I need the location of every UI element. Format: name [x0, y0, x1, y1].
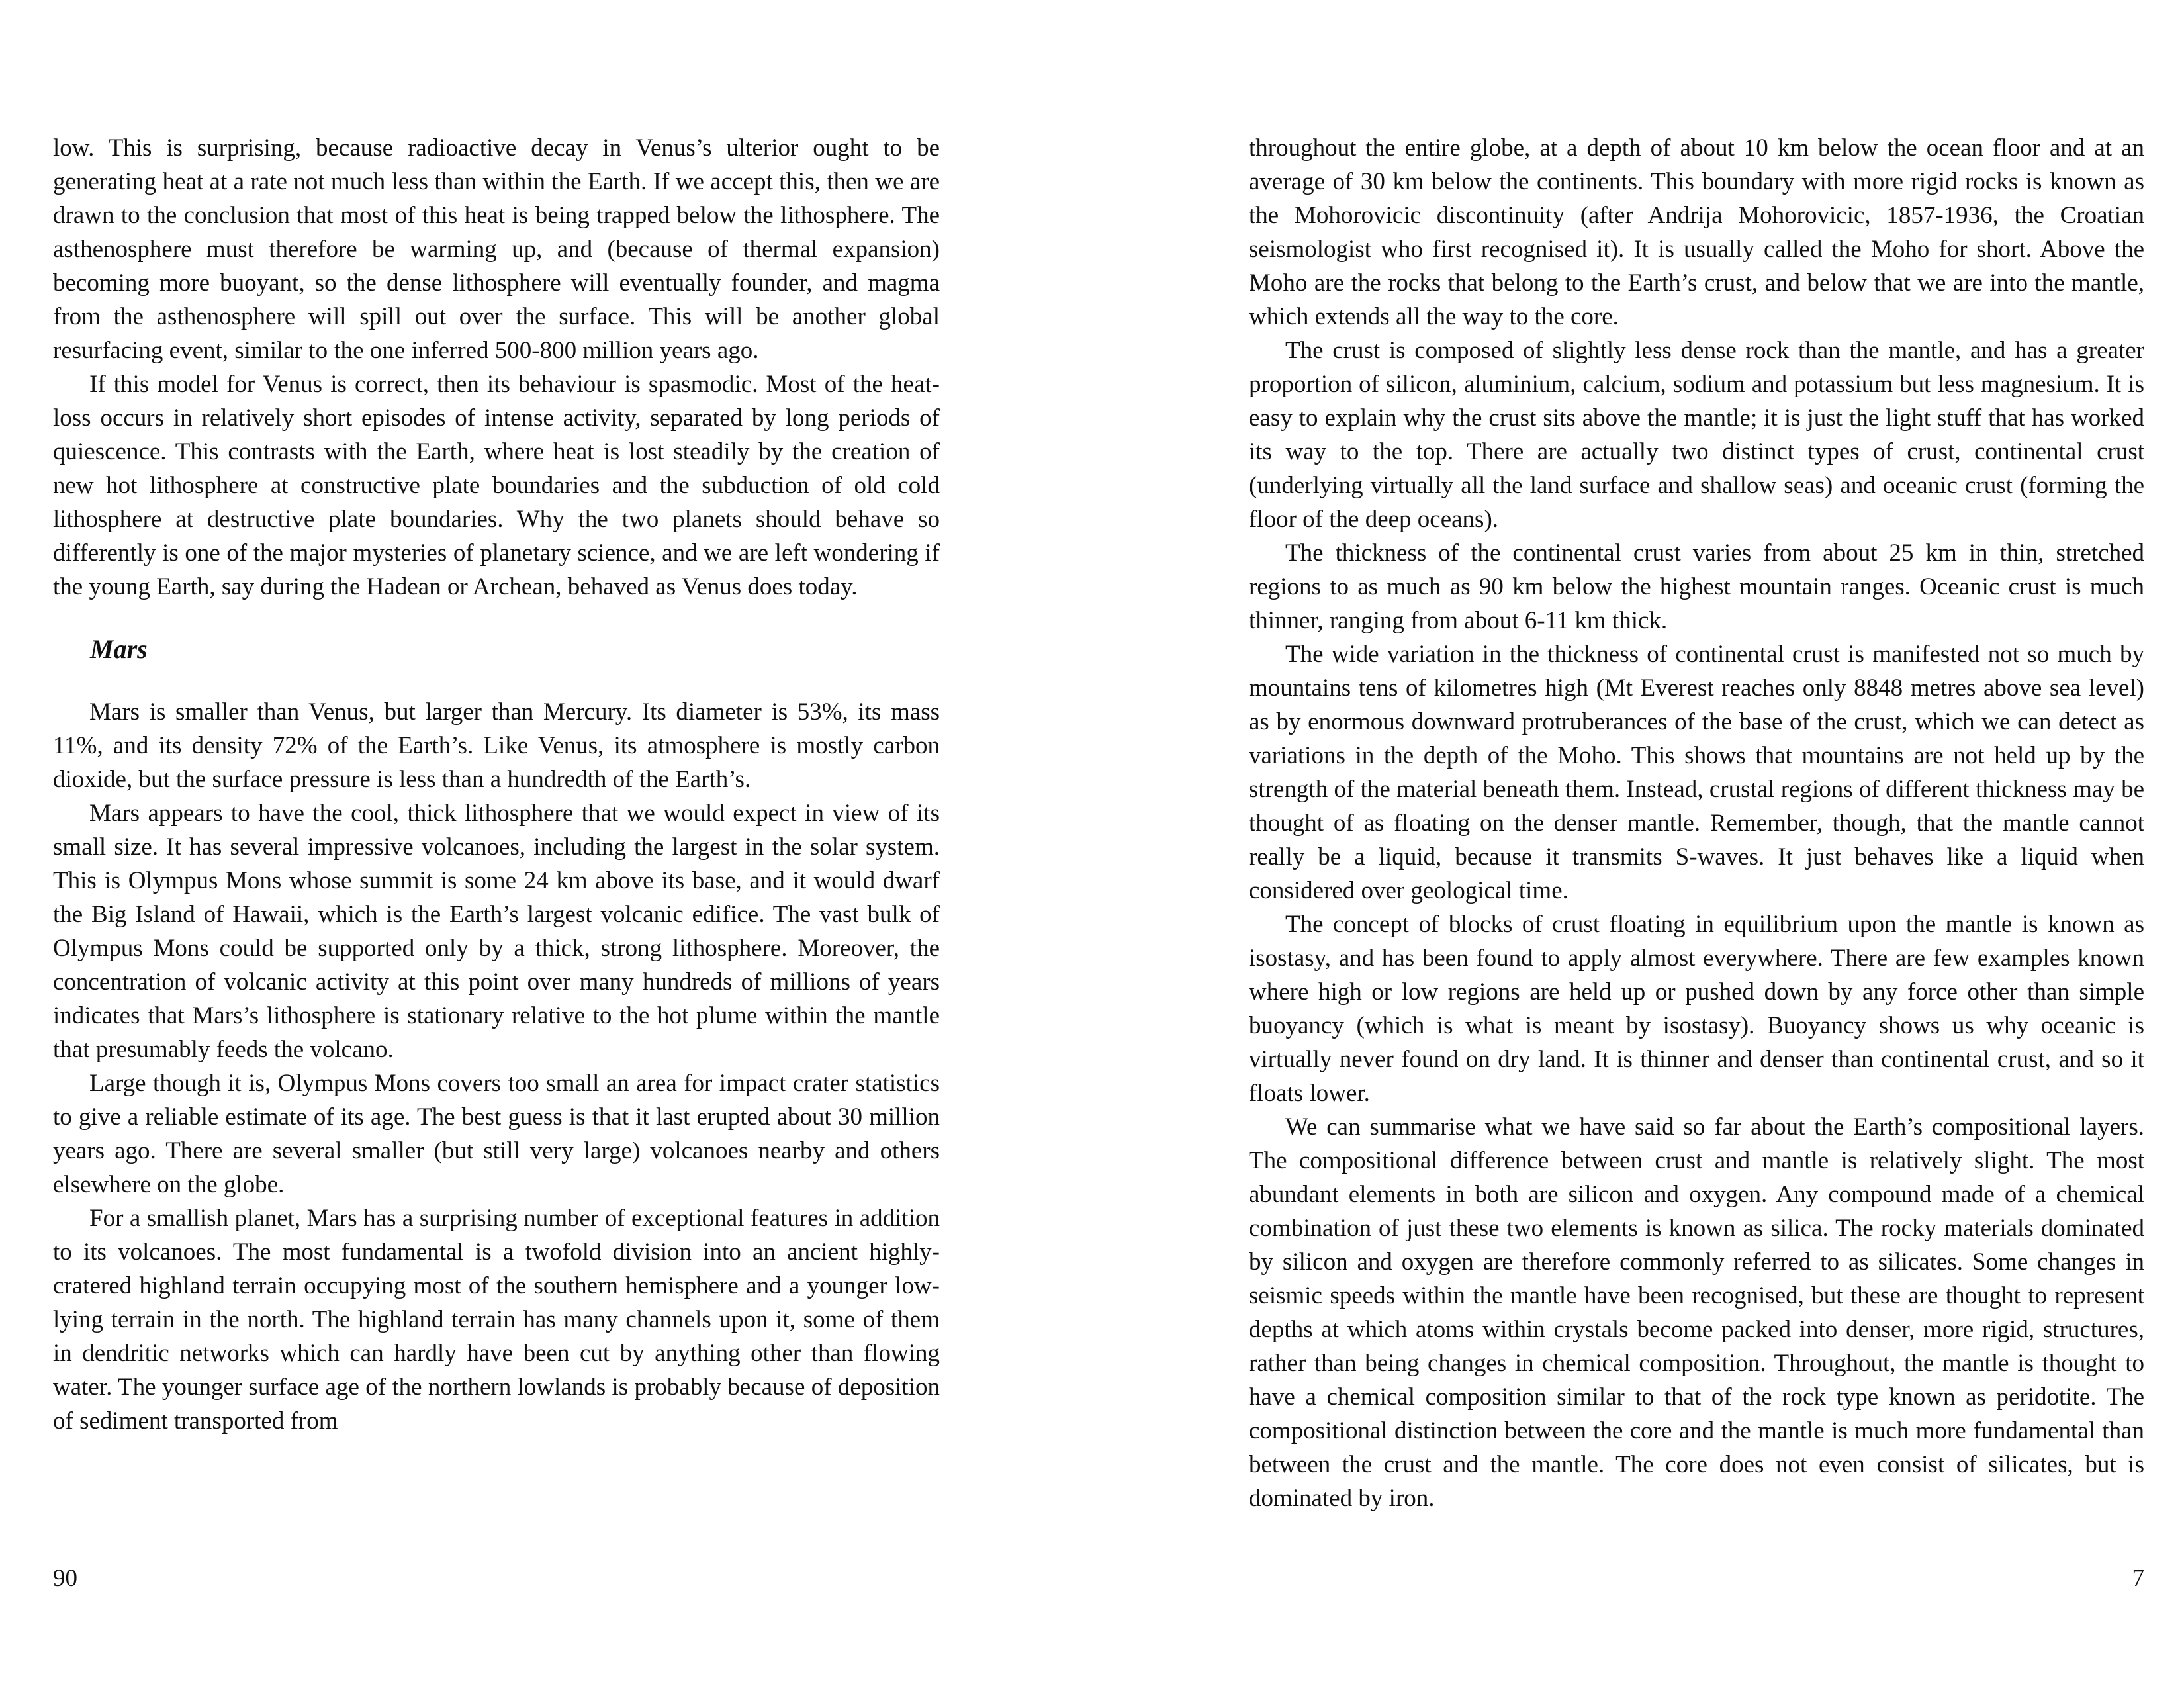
page-number-right: 7 — [2132, 1565, 2144, 1592]
right-paragraph-crust-thickness: The thickness of the continental crust varies from about 25 km in thin, stretched regions to as much as 90 km below the highest mountain ranges. Oceanic crust is much thinner, ranging from about 6-11 km thick. — [1249, 539, 2144, 634]
left-paragraph-mars-features: For a smallish planet, Mars has a surprising number of exceptional features in addition to its volcanoes. The most fundamental is a twofold division into an ancient highly-cratered highland terrain occupying most of the southern hemisphere and a younger low-lying terrain in the north. The highland terrain has many channels upon it, some of them in dendritic networks which can hardly have been cut by anything other than flowing water. The younger surface age of the northern lowlands is probably because of deposition of sediment transported from — [53, 1205, 940, 1434]
right-paragraph-thickness-variation: The wide variation in the thickness of continental crust is manifested not so much by mountains tens of kilometres high (Mt Everest reaches only 8848 metres above sea level) as by enormous downward protruberances of the base of the crust, which we can detect as variations in the depth of the Moho. This shows that mountains are not held up by the strength of the material beneath them. Instead, crustal regions of different thickness may be thought of as floating on the denser mantle. Remember, though, that the mantle cannot really be a liquid, because it transmits S-waves. It just behaves like a liquid when considered over geological time. — [1249, 641, 2144, 904]
right-paragraph-isostasy: The concept of blocks of crust floating in equilibrium upon the mantle is known as isostasy, and has been found to apply almost everywhere. There are few examples known where high or low regions are held up or pushed down by any force other than simple buoyancy (which is what is meant by isostasy). Buoyancy shows us why oceanic is virtually never found on dry land. It is thinner and denser than continental crust, and so it floats lower. — [1249, 911, 2144, 1107]
right-paragraph-moho: throughout the entire globe, at a depth of about 10 km below the ocean floor and at an average of 30 km below the continents. This boundary with more rigid rocks is known as the Mohorovicic discontinuity (after Andrija Mohorovicic, 1857-1936, the Croatian seismologist who first recognised it). It is usually called the Moho for short. Above the Moho are the rocks that belong to the Earth’s crust, and below that we are into the mantle, which extends all the way to the core. — [1249, 134, 2144, 330]
section-heading-mars: Mars — [90, 634, 148, 664]
left-paragraph-venus-continued: low. This is surprising, because radioactive decay in Venus’s ulterior ought to be generating heat at a rate not much less than within the Earth. If we accept this, then we are drawn to the conclusion that most of this heat is being trapped below the lithosphere. The asthenosphere must therefore be warming up, and (because of thermal expansion) becoming more buoyant, so the dense lithosphere will eventually founder, and magma from the asthenosphere will spill out over the surface. This will be another global resurfacing event, similar to the one inferred 500-800 million years ago. — [53, 134, 940, 364]
right-page-body — [1249, 131, 2144, 1515]
left-paragraph-venus-model: If this model for Venus is correct, then its behaviour is spasmodic. Most of the heat-loss occurs in relatively short episodes of intense activity, separated by long periods of quiescence. This contrasts with the Earth, where heat is lost steadily by the creation of new hot lithosphere at constructive plate boundaries and the subduction of old cold lithosphere at destructive plate boundaries. Why the two planets should behave so differently is one of the major mysteries of planetary science, and we are left wondering if the young Earth, say during the Hadean or Archean, behaved as Venus does today. — [53, 371, 940, 600]
right-paragraph-compositional-layers: We can summarise what we have said so far about the Earth’s compositional layers. The compositional difference between crust and mantle is relatively slight. The most abundant elements in both are silicon and oxygen. Any compound made of a chemical combination of just these two elements is known as silica. The rocky materials dominated by silicon and oxygen are therefore commonly referred to as silicates. Some changes in seismic speeds within the mantle have been recognised, but these are thought to represent depths at which atoms within crystals become packed into denser, more rigid, structures, rather than being changes in chemical composition. Throughout, the mantle is thought to have a chemical composition similar to that of the rock type known as peridotite. The compositional distinction between the core and the mantle is much more fundamental than between the crust and the mantle. The core does not even consist of silicates, but is dominated by iron. — [1249, 1113, 2144, 1512]
page-number-left: 90 — [53, 1565, 77, 1592]
right-paragraph-crust-composition: The crust is composed of slightly less dense rock than the mantle, and has a greater proportion of silicon, aluminium, calcium, sodium and potassium but less magnesium. It is easy to explain why the crust sits above the mantle; it is just the light stuff that has worked its way to the top. There are actually two distinct types of crust, continental crust (underlying virtually all the land surface and shallow seas) and oceanic crust (forming the floor of the deep oceans). — [1249, 337, 2144, 533]
left-page-body — [53, 131, 940, 1438]
left-paragraph-mars-size: Mars is smaller than Venus, but larger than Mercury. Its diameter is 53%, its mass 11%, and its density 72% of the Earth’s. Like Venus, its atmosphere is mostly carbon dioxide, but the surface pressure is less than a hundredth of the Earth’s. — [53, 698, 940, 793]
left-paragraph-olympus-mons-age: Large though it is, Olympus Mons covers too small an area for impact crater statistics to give a reliable estimate of its age. The best guess is that it last erupted about 30 million years ago. There are several smaller (but still very large) volcanoes nearby and others elsewhere on the globe. — [53, 1070, 940, 1198]
right-page — [1092, 0, 2184, 1688]
left-paragraph-mars-lithosphere: Mars appears to have the cool, thick lithosphere that we would expect in view of its small size. It has several impressive volcanoes, including the largest in the solar system. This is Olympus Mons whose summit is some 24 km above its base, and it would dwarf the Big Island of Hawaii, which is the Earth’s largest volcanic edifice. The vast bulk of Olympus Mons could be supported only by a thick, strong lithosphere. Moreover, the concentration of volcanic activity at this point over many hundreds of millions of years indicates that Mars’s lithosphere is stationary relative to the hot plume within the mantle that presumably feeds the volcano. — [53, 800, 940, 1063]
